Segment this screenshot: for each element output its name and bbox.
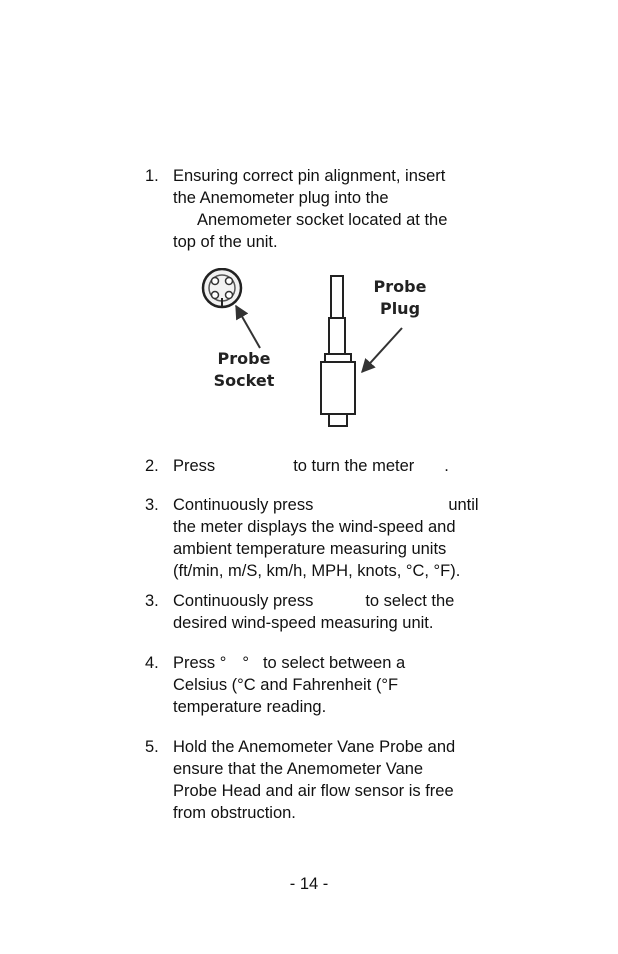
step-line: temperature reading. (173, 698, 327, 716)
step-text: until (448, 496, 479, 514)
socket-label-line-2: Socket (213, 371, 275, 390)
step-line: Ensuring correct pin alignment, insert (173, 167, 446, 185)
step-text: to turn the meter (293, 457, 415, 475)
step-number: 5. (145, 738, 159, 756)
step-line: (ft/min, m/S, km/h, MPH, knots, °C, °F). (173, 562, 461, 580)
step-4 (145, 652, 545, 718)
step-number: 1. (145, 167, 159, 185)
plug-label-line-1: Probe (373, 277, 427, 296)
step-text: Continuously press (173, 592, 314, 610)
step-line: Probe Head and air flow sensor is free (173, 782, 454, 800)
step-number: 2. (145, 457, 159, 475)
step-number: 3. (145, 592, 159, 610)
step-line: desired wind-speed measuring unit. (173, 614, 434, 632)
step-2 (145, 455, 545, 477)
plug-label-line-2: Plug (379, 299, 421, 318)
step-text: Press ° (173, 654, 227, 672)
plug-arrow (362, 328, 402, 372)
step-line: ensure that the Anemometer Vane (173, 760, 424, 778)
step-text: to select between a (262, 654, 406, 672)
probe-diagram (190, 268, 450, 433)
step-line: the meter displays the wind-speed and (173, 518, 456, 536)
socket-label-line-1: Probe (217, 349, 271, 368)
step-line: Anemometer socket located at the (197, 211, 448, 229)
step-text: . (444, 457, 449, 475)
step-5 (145, 736, 545, 824)
probe-plug-icon (321, 276, 355, 426)
step-text: to select the (365, 592, 455, 610)
step-text: ° (242, 654, 249, 672)
step-1 (145, 165, 545, 253)
page-number: - 14 - (289, 875, 329, 893)
step-line: ambient temperature measuring units (173, 540, 447, 558)
step-number: 4. (145, 654, 159, 672)
step-number: 3. (145, 496, 159, 514)
probe-socket-icon (203, 269, 241, 308)
step-line: top of the unit. (173, 233, 278, 251)
socket-arrow (236, 306, 260, 348)
step-text: Continuously press (173, 496, 314, 514)
step-line: the Anemometer plug into the (173, 189, 389, 207)
step-3-units (145, 494, 545, 582)
step-line: from obstruction. (173, 804, 296, 822)
step-text: Press (173, 457, 216, 475)
step-line: Hold the Anemometer Vane Probe and (173, 738, 456, 756)
step-3-wind-speed (145, 590, 545, 634)
step-line: Celsius (°C and Fahrenheit (°F (173, 676, 399, 694)
